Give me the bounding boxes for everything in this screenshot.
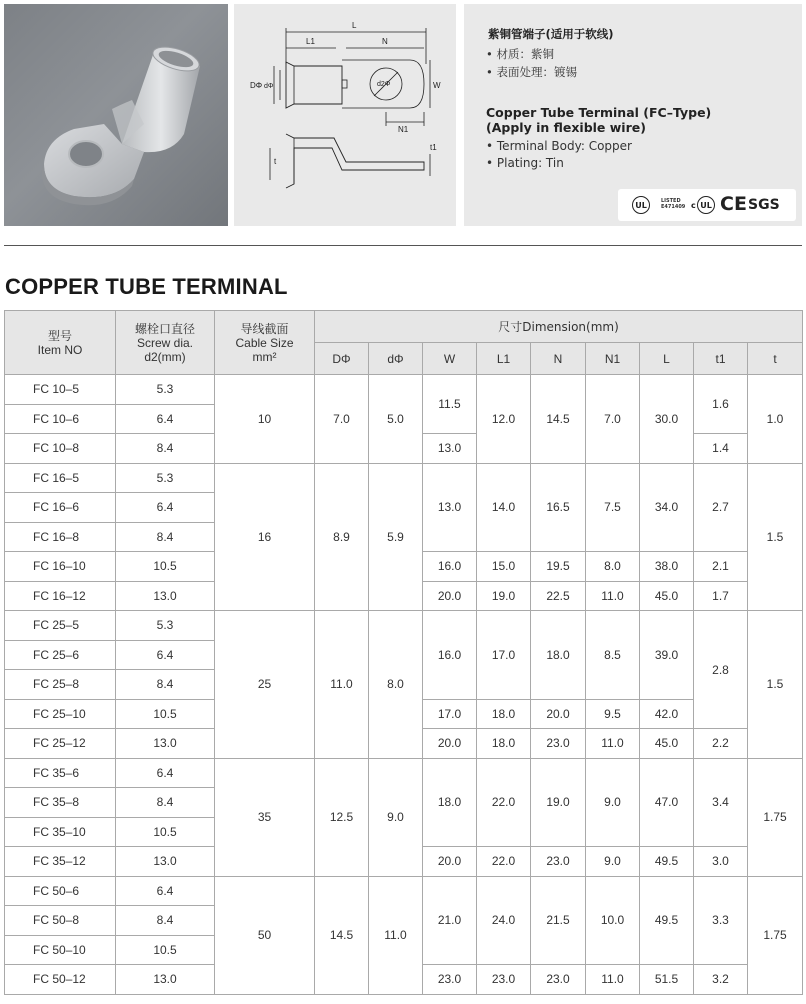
en-title-line2: (Apply in flexible wire)	[486, 120, 646, 135]
table-row	[5, 876, 803, 906]
cell-cable: 50	[215, 876, 315, 994]
header-screw-cn: 螺栓口直径	[134, 321, 195, 336]
cell-model: FC 50–10	[5, 935, 116, 965]
cell-screw: 5.3	[116, 611, 215, 641]
cell-D: 14.5	[315, 876, 369, 994]
cell-N: 22.5	[531, 581, 586, 611]
cn-material: • 材质：紫铜	[486, 47, 554, 61]
cell-t1: 2.2	[694, 729, 748, 759]
cell-cable: 35	[215, 758, 315, 876]
header-col-D: DΦ	[315, 343, 369, 375]
cell-model: FC 50–6	[5, 876, 116, 906]
cul-logo: UL	[697, 196, 715, 214]
cell-L: 45.0	[640, 729, 694, 759]
header-col-L1: L1	[477, 343, 531, 375]
cell-t1: 3.3	[694, 876, 748, 965]
technical-drawing	[234, 4, 456, 226]
cell-N: 14.5	[531, 375, 586, 464]
cell-W: 18.0	[423, 758, 477, 847]
header-col-W: W	[423, 343, 477, 375]
cell-W: 23.0	[423, 965, 477, 995]
cell-L1: 12.0	[477, 375, 531, 464]
cell-screw: 8.4	[116, 906, 215, 936]
cell-screw: 5.3	[116, 375, 215, 405]
dim-label-d: dΦ	[264, 83, 274, 90]
cell-t1: 1.4	[694, 434, 748, 464]
cell-model: FC 16–6	[5, 493, 116, 523]
cell-N: 20.0	[531, 699, 586, 729]
table-row	[5, 758, 803, 788]
cell-d: 5.9	[369, 463, 423, 611]
cul-prefix: c	[691, 201, 696, 210]
cell-d: 9.0	[369, 758, 423, 876]
cell-N1: 9.0	[586, 847, 640, 877]
cell-W: 17.0	[423, 699, 477, 729]
cell-t1: 2.1	[694, 552, 748, 582]
cell-screw: 10.5	[116, 699, 215, 729]
listed-number: E471409	[661, 204, 686, 210]
cell-screw: 10.5	[116, 552, 215, 582]
cell-model: FC 10–5	[5, 375, 116, 405]
cell-W: 16.0	[423, 611, 477, 700]
cell-N1: 7.5	[586, 463, 640, 552]
cell-L1: 23.0	[477, 965, 531, 995]
table-row	[5, 463, 803, 493]
cell-W: 21.0	[423, 876, 477, 965]
cell-L1: 18.0	[477, 729, 531, 759]
cell-N1: 9.5	[586, 699, 640, 729]
cell-d: 5.0	[369, 375, 423, 464]
cell-W: 20.0	[423, 847, 477, 877]
cell-D: 11.0	[315, 611, 369, 759]
cell-model: FC 35–12	[5, 847, 116, 877]
header-model	[5, 311, 116, 375]
en-product-title	[486, 105, 711, 135]
cell-model: FC 50–8	[5, 906, 116, 936]
dim-label-L: L	[352, 21, 357, 30]
cell-screw: 13.0	[116, 581, 215, 611]
cell-t: 1.5	[748, 463, 803, 611]
cell-model: FC 35–10	[5, 817, 116, 847]
cell-N1: 11.0	[586, 965, 640, 995]
cn-product-title: 紫铜管端子(适用于软线)	[488, 27, 614, 41]
cell-L1: 22.0	[477, 758, 531, 847]
header-cable-unit: mm²	[252, 349, 277, 364]
header-col-t1: t1	[694, 343, 748, 375]
en-plating: • Plating: Tin	[486, 156, 564, 170]
dim-label-d2: d2Φ	[377, 81, 391, 88]
cell-L: 42.0	[640, 699, 694, 729]
header-dimension: 尺寸Dimension(mm)	[315, 311, 803, 343]
cell-d: 11.0	[369, 876, 423, 994]
cell-D: 12.5	[315, 758, 369, 876]
cell-model: FC 16–8	[5, 522, 116, 552]
cell-screw: 8.4	[116, 788, 215, 818]
sgs-logo: SGS	[748, 197, 780, 213]
certification-logos	[618, 189, 796, 221]
header-col-t: t	[748, 343, 803, 375]
cell-L1: 24.0	[477, 876, 531, 965]
cell-t1: 3.2	[694, 965, 748, 995]
header-col-L: L	[640, 343, 694, 375]
cell-model: FC 25–6	[5, 640, 116, 670]
spec-table	[4, 310, 803, 995]
dim-label-L1: L1	[306, 37, 315, 46]
terminal-dimension-diagram	[234, 4, 456, 226]
cell-screw: 6.4	[116, 876, 215, 906]
cell-L: 38.0	[640, 552, 694, 582]
page-title: COPPER TUBE TERMINAL	[5, 274, 288, 299]
cell-W: 13.0	[423, 463, 477, 552]
cell-N: 18.0	[531, 611, 586, 700]
cell-screw: 6.4	[116, 640, 215, 670]
cell-screw: 8.4	[116, 670, 215, 700]
cell-L: 47.0	[640, 758, 694, 847]
cell-screw: 8.4	[116, 522, 215, 552]
cell-N1: 10.0	[586, 876, 640, 965]
cell-L1: 19.0	[477, 581, 531, 611]
cell-screw: 6.4	[116, 758, 215, 788]
header-col-N1: N1	[586, 343, 640, 375]
cell-model: FC 16–5	[5, 463, 116, 493]
cell-L1: 22.0	[477, 847, 531, 877]
cell-N1: 11.0	[586, 729, 640, 759]
header-model-en: Item NO	[37, 342, 83, 357]
cell-model: FC 16–10	[5, 552, 116, 582]
cell-t: 1.0	[748, 375, 803, 464]
cell-model: FC 25–8	[5, 670, 116, 700]
section-divider	[4, 245, 802, 246]
cell-L: 49.5	[640, 876, 694, 965]
table-row	[5, 611, 803, 641]
cell-screw: 13.0	[116, 729, 215, 759]
cell-L: 39.0	[640, 611, 694, 700]
cell-N: 23.0	[531, 729, 586, 759]
cell-screw: 8.4	[116, 434, 215, 464]
header-screw-en2: d2(mm)	[144, 349, 186, 364]
cell-W: 13.0	[423, 434, 477, 464]
dim-label-N1: N1	[398, 125, 409, 134]
cell-N: 21.5	[531, 876, 586, 965]
cell-t1: 1.6	[694, 375, 748, 434]
cell-model: FC 35–8	[5, 788, 116, 818]
cn-surface-treatment: • 表面处理：镀锡	[486, 65, 577, 79]
ce-logo: CE	[720, 193, 747, 215]
ul-logo: UL	[632, 196, 650, 214]
cell-cable: 10	[215, 375, 315, 464]
dim-label-W: W	[433, 81, 441, 90]
header-col-N: N	[531, 343, 586, 375]
cell-N1: 11.0	[586, 581, 640, 611]
cell-L1: 17.0	[477, 611, 531, 700]
cell-model: FC 25–10	[5, 699, 116, 729]
cell-N: 23.0	[531, 847, 586, 877]
cell-L1: 18.0	[477, 699, 531, 729]
cell-t1: 3.4	[694, 758, 748, 847]
cell-screw: 6.4	[116, 404, 215, 434]
header-cable-en: Cable Size	[235, 335, 294, 350]
cell-W: 11.5	[423, 375, 477, 434]
cell-model: FC 25–12	[5, 729, 116, 759]
cell-L: 51.5	[640, 965, 694, 995]
cell-W: 20.0	[423, 729, 477, 759]
cell-screw: 5.3	[116, 463, 215, 493]
cell-t1: 1.7	[694, 581, 748, 611]
dim-label-t1: t1	[430, 143, 437, 152]
cell-N: 23.0	[531, 965, 586, 995]
cell-W: 16.0	[423, 552, 477, 582]
cell-d: 8.0	[369, 611, 423, 759]
ul-listed-text	[661, 198, 685, 210]
cell-model: FC 16–12	[5, 581, 116, 611]
cell-model: FC 25–5	[5, 611, 116, 641]
cell-model: FC 10–8	[5, 434, 116, 464]
cell-t: 1.5	[748, 611, 803, 759]
cell-N1: 9.0	[586, 758, 640, 847]
cell-N: 16.5	[531, 463, 586, 552]
cell-screw: 13.0	[116, 965, 215, 995]
cell-screw: 13.0	[116, 847, 215, 877]
header-col-d: dΦ	[369, 343, 423, 375]
cell-N1: 8.0	[586, 552, 640, 582]
dim-label-D: DΦ	[250, 81, 263, 90]
cell-screw: 6.4	[116, 493, 215, 523]
cell-model: FC 10–6	[5, 404, 116, 434]
cell-t: 1.75	[748, 758, 803, 876]
cell-W: 20.0	[423, 581, 477, 611]
header-cable-cn: 导线截面	[240, 321, 289, 336]
cell-t1: 3.0	[694, 847, 748, 877]
cell-N: 19.5	[531, 552, 586, 582]
cell-t1: 2.7	[694, 463, 748, 552]
cell-L: 30.0	[640, 375, 694, 464]
cell-t1: 2.8	[694, 611, 748, 729]
header-cable	[215, 311, 315, 375]
en-title-line1: Copper Tube Terminal (FC–Type)	[486, 105, 712, 120]
cell-screw: 10.5	[116, 817, 215, 847]
dim-label-N: N	[382, 37, 388, 46]
cell-cable: 16	[215, 463, 315, 611]
copper-terminal-photo	[4, 4, 228, 226]
cell-N1: 8.5	[586, 611, 640, 700]
cell-screw: 10.5	[116, 935, 215, 965]
en-terminal-body: • Terminal Body: Copper	[486, 139, 632, 153]
cell-L: 45.0	[640, 581, 694, 611]
header-screw-en1: Screw dia.	[136, 335, 194, 350]
cell-D: 7.0	[315, 375, 369, 464]
cell-cable: 25	[215, 611, 315, 759]
listed-label: LISTED	[661, 198, 681, 204]
dim-label-t: t	[274, 157, 277, 166]
spec-panel	[464, 4, 802, 226]
product-photo	[4, 4, 228, 226]
cell-N: 19.0	[531, 758, 586, 847]
header-model-cn: 型号	[47, 328, 72, 343]
cell-model: FC 50–12	[5, 965, 116, 995]
cell-L1: 14.0	[477, 463, 531, 552]
table-row	[5, 375, 803, 405]
cell-L1: 15.0	[477, 552, 531, 582]
cell-L: 49.5	[640, 847, 694, 877]
cell-N1: 7.0	[586, 375, 640, 464]
cell-D: 8.9	[315, 463, 369, 611]
cell-model: FC 35–6	[5, 758, 116, 788]
cell-t: 1.75	[748, 876, 803, 994]
cell-L: 34.0	[640, 463, 694, 552]
header-screw	[116, 311, 215, 375]
